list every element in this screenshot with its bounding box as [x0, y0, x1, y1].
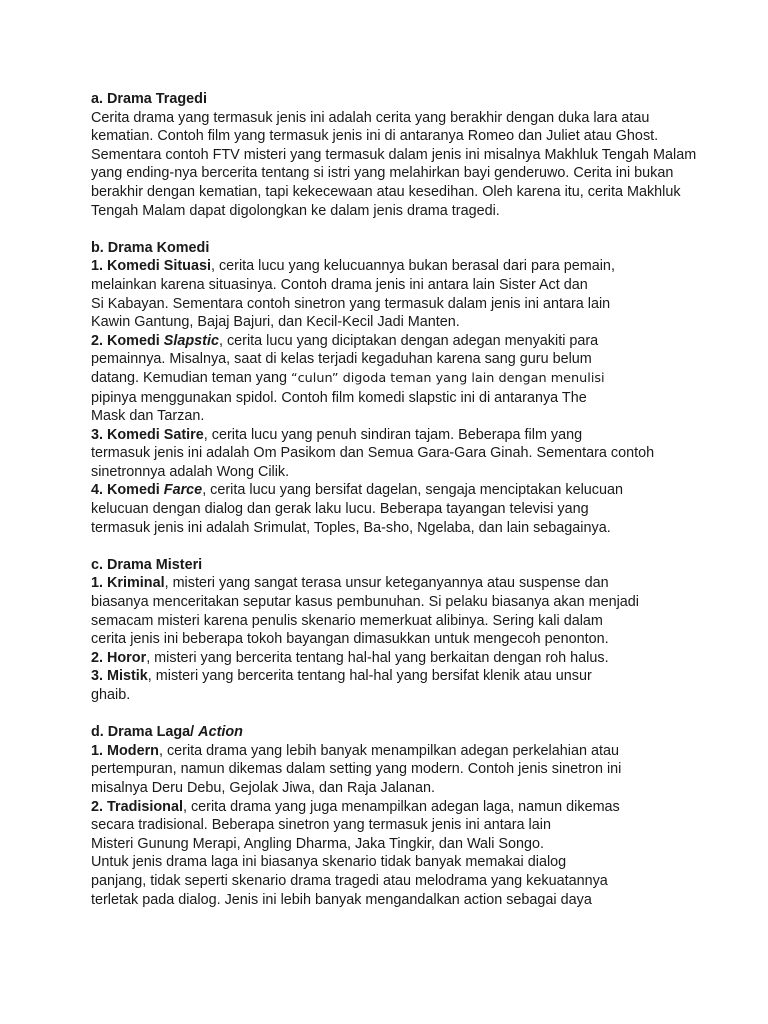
paragraph-line: pipinya menggunakan spidol. Contoh film komedi slapstic ini di antaranya The: [91, 389, 587, 406]
list-item-term: 1. Kriminal: [91, 575, 165, 592]
paragraph-line: Tengah Malam dapat digolongkan ke dalam jenis drama tragedi.: [91, 202, 500, 219]
list-item-first-line: [91, 574, 731, 593]
list-item-term-italic: Farce: [163, 482, 203, 499]
list-item-text: , cerita drama yang lebih banyak menampilkan adegan perkelahian atau: [158, 742, 619, 759]
list-item-term: 1. Modern: [91, 742, 159, 759]
paragraph-line: Kawin Gantung, Bajaj Bajuri, dan Kecil-Kecil Jadi Manten.: [91, 314, 460, 331]
list-item-first-line: [91, 257, 731, 276]
list-item-term: 2. Tradisional: [91, 798, 183, 815]
list-item-term: 2. Horor: [91, 649, 147, 666]
paragraph-line: Untuk jenis drama laga ini biasanya skenario tidak banyak memakai dialog: [91, 854, 567, 871]
paragraph-line: yang ending-nya bercerita tentang si istri yang melahirkan bayi genderuwo. Cerita ini bukan: [91, 165, 674, 182]
section-drama-komedi: [91, 239, 731, 538]
list-item-first-line: [91, 481, 731, 500]
list-item-text: , misteri yang bercerita tentang hal-hal yang bersifat klenik atau unsur: [147, 668, 592, 685]
list-item-first-line: [91, 667, 731, 686]
paragraph-line: kematian. Contoh film yang termasuk jenis ini di antaranya Romeo dan Juliet atau Ghost.: [91, 128, 659, 145]
paragraph-line: kelucuan dengan dialog dan gerak laku lucu. Beberapa tayangan televisi yang: [91, 501, 589, 518]
list-item-first-line: [91, 649, 731, 668]
list-item-text: , cerita lucu yang bersifat dagelan, sengaja menciptakan kelucuan: [202, 482, 623, 499]
paragraph-line: Misteri Gunung Merapi, Angling Dharma, Jaka Tingkir, dan Wali Songo.: [91, 835, 544, 852]
section-heading: b. Drama Komedi: [91, 239, 210, 256]
paragraph-line: [91, 369, 731, 389]
paragraph-line: panjang, tidak seperti skenario drama tragedi atau melodrama yang kekuatannya: [91, 872, 608, 889]
paragraph-line: berakhir dengan kematian, tapi kekecewaan atau kesedihan. Oleh karena itu, cerita Makhluk: [91, 183, 681, 200]
list-item-term: 1. Komedi Situasi: [91, 258, 211, 275]
paragraph-line: melainkan karena situasinya. Contoh drama jenis ini antara lain Sister Act dan: [91, 276, 588, 293]
paragraph-line: pemainnya. Misalnya, saat di kelas terjadi kegaduhan karena sang guru belum: [91, 351, 592, 368]
list-item-text: , misteri yang sangat terasa unsur keteganyannya atau suspense dan: [164, 575, 609, 592]
section-heading: c. Drama Misteri: [91, 556, 203, 573]
list-item-text: , misteri yang bercerita tentang hal-hal yang berkaitan dengan roh halus.: [146, 649, 609, 666]
paragraph-line: biasanya menceritakan seputar kasus pembunuhan. Si pelaku biasanya akan menjadi: [91, 594, 639, 611]
paragraph-line: Sementara contoh FTV misteri yang termasuk dalam jenis ini misalnya Makhluk Tengah Malam: [91, 146, 697, 163]
list-item-first-line: [91, 798, 731, 817]
section-heading-text: d. Drama Laga/: [91, 724, 199, 741]
list-item-text: , cerita lucu yang diciptakan dengan adegan menyakiti para: [218, 332, 599, 349]
paragraph-line: sinetronnya adalah Wong Cilik.: [91, 463, 290, 480]
paragraph-text: datang. Kemudian teman yang: [91, 369, 292, 386]
paragraph-line: cerita jenis ini beberapa tokoh bayangan dimasukkan untuk mengecoh penonton.: [91, 631, 609, 648]
list-item-term: 2. Komedi: [91, 332, 164, 349]
list-item-term: 4. Komedi: [91, 482, 164, 499]
section-drama-laga: [91, 723, 731, 909]
document-page: [91, 90, 731, 909]
paragraph-line: secara tradisional. Beberapa sinetron yang termasuk jenis ini antara lain: [91, 817, 551, 834]
paragraph-line: terletak pada dialog. Jenis ini lebih banyak mengandalkan action sebagai daya: [91, 891, 592, 908]
paragraph-line: pertempuran, namun dikemas dalam setting yang modern. Contoh jenis sinetron ini: [91, 761, 622, 778]
list-item-first-line: [91, 742, 731, 761]
section-heading: a. Drama Tragedi: [91, 91, 207, 107]
paragraph-line: termasuk jenis ini adalah Om Pasikom dan Semua Gara-Gara Ginah. Sementara contoh: [91, 445, 655, 462]
list-item-first-line: [91, 426, 731, 445]
section-heading: [91, 723, 731, 742]
list-item-term-italic: Slapstic: [163, 332, 219, 349]
paragraph-line: Cerita drama yang termasuk jenis ini adalah cerita yang berakhir dengan duka lara atau: [91, 109, 650, 126]
paragraph-text-alt-font: “culun” digoda teman yang lain dengan menulisi: [291, 370, 605, 386]
section-heading-italic: Action: [198, 724, 243, 741]
list-item-text: , cerita drama yang juga menampilkan adegan laga, namun dikemas: [182, 798, 620, 815]
paragraph-line: Mask dan Tarzan.: [91, 408, 205, 425]
paragraph-line: ghaib.: [91, 687, 131, 703]
paragraph-line: misalnya Deru Debu, Gejolak Jiwa, dan Raja Jalanan.: [91, 779, 435, 796]
list-item-text: , cerita lucu yang penuh sindiran tajam. Beberapa film yang: [203, 426, 583, 443]
list-item-first-line: [91, 332, 731, 351]
paragraph-line: semacam misteri karena penulis skenario memerkuat alibinya. Sering kali dalam: [91, 612, 603, 629]
section-drama-tragedi: [91, 90, 731, 220]
section-drama-misteri: [91, 556, 731, 705]
list-item-text: , cerita lucu yang kelucuannya bukan berasal dari para pemain,: [210, 258, 615, 275]
paragraph-line: termasuk jenis ini adalah Srimulat, Toples, Ba-sho, Ngelaba, dan lain sebagainya.: [91, 519, 611, 536]
list-item-term: 3. Mistik: [91, 668, 148, 685]
paragraph-line: Si Kabayan. Sementara contoh sinetron yang termasuk dalam jenis ini antara lain: [91, 295, 611, 312]
list-item-term: 3. Komedi Satire: [91, 426, 204, 443]
